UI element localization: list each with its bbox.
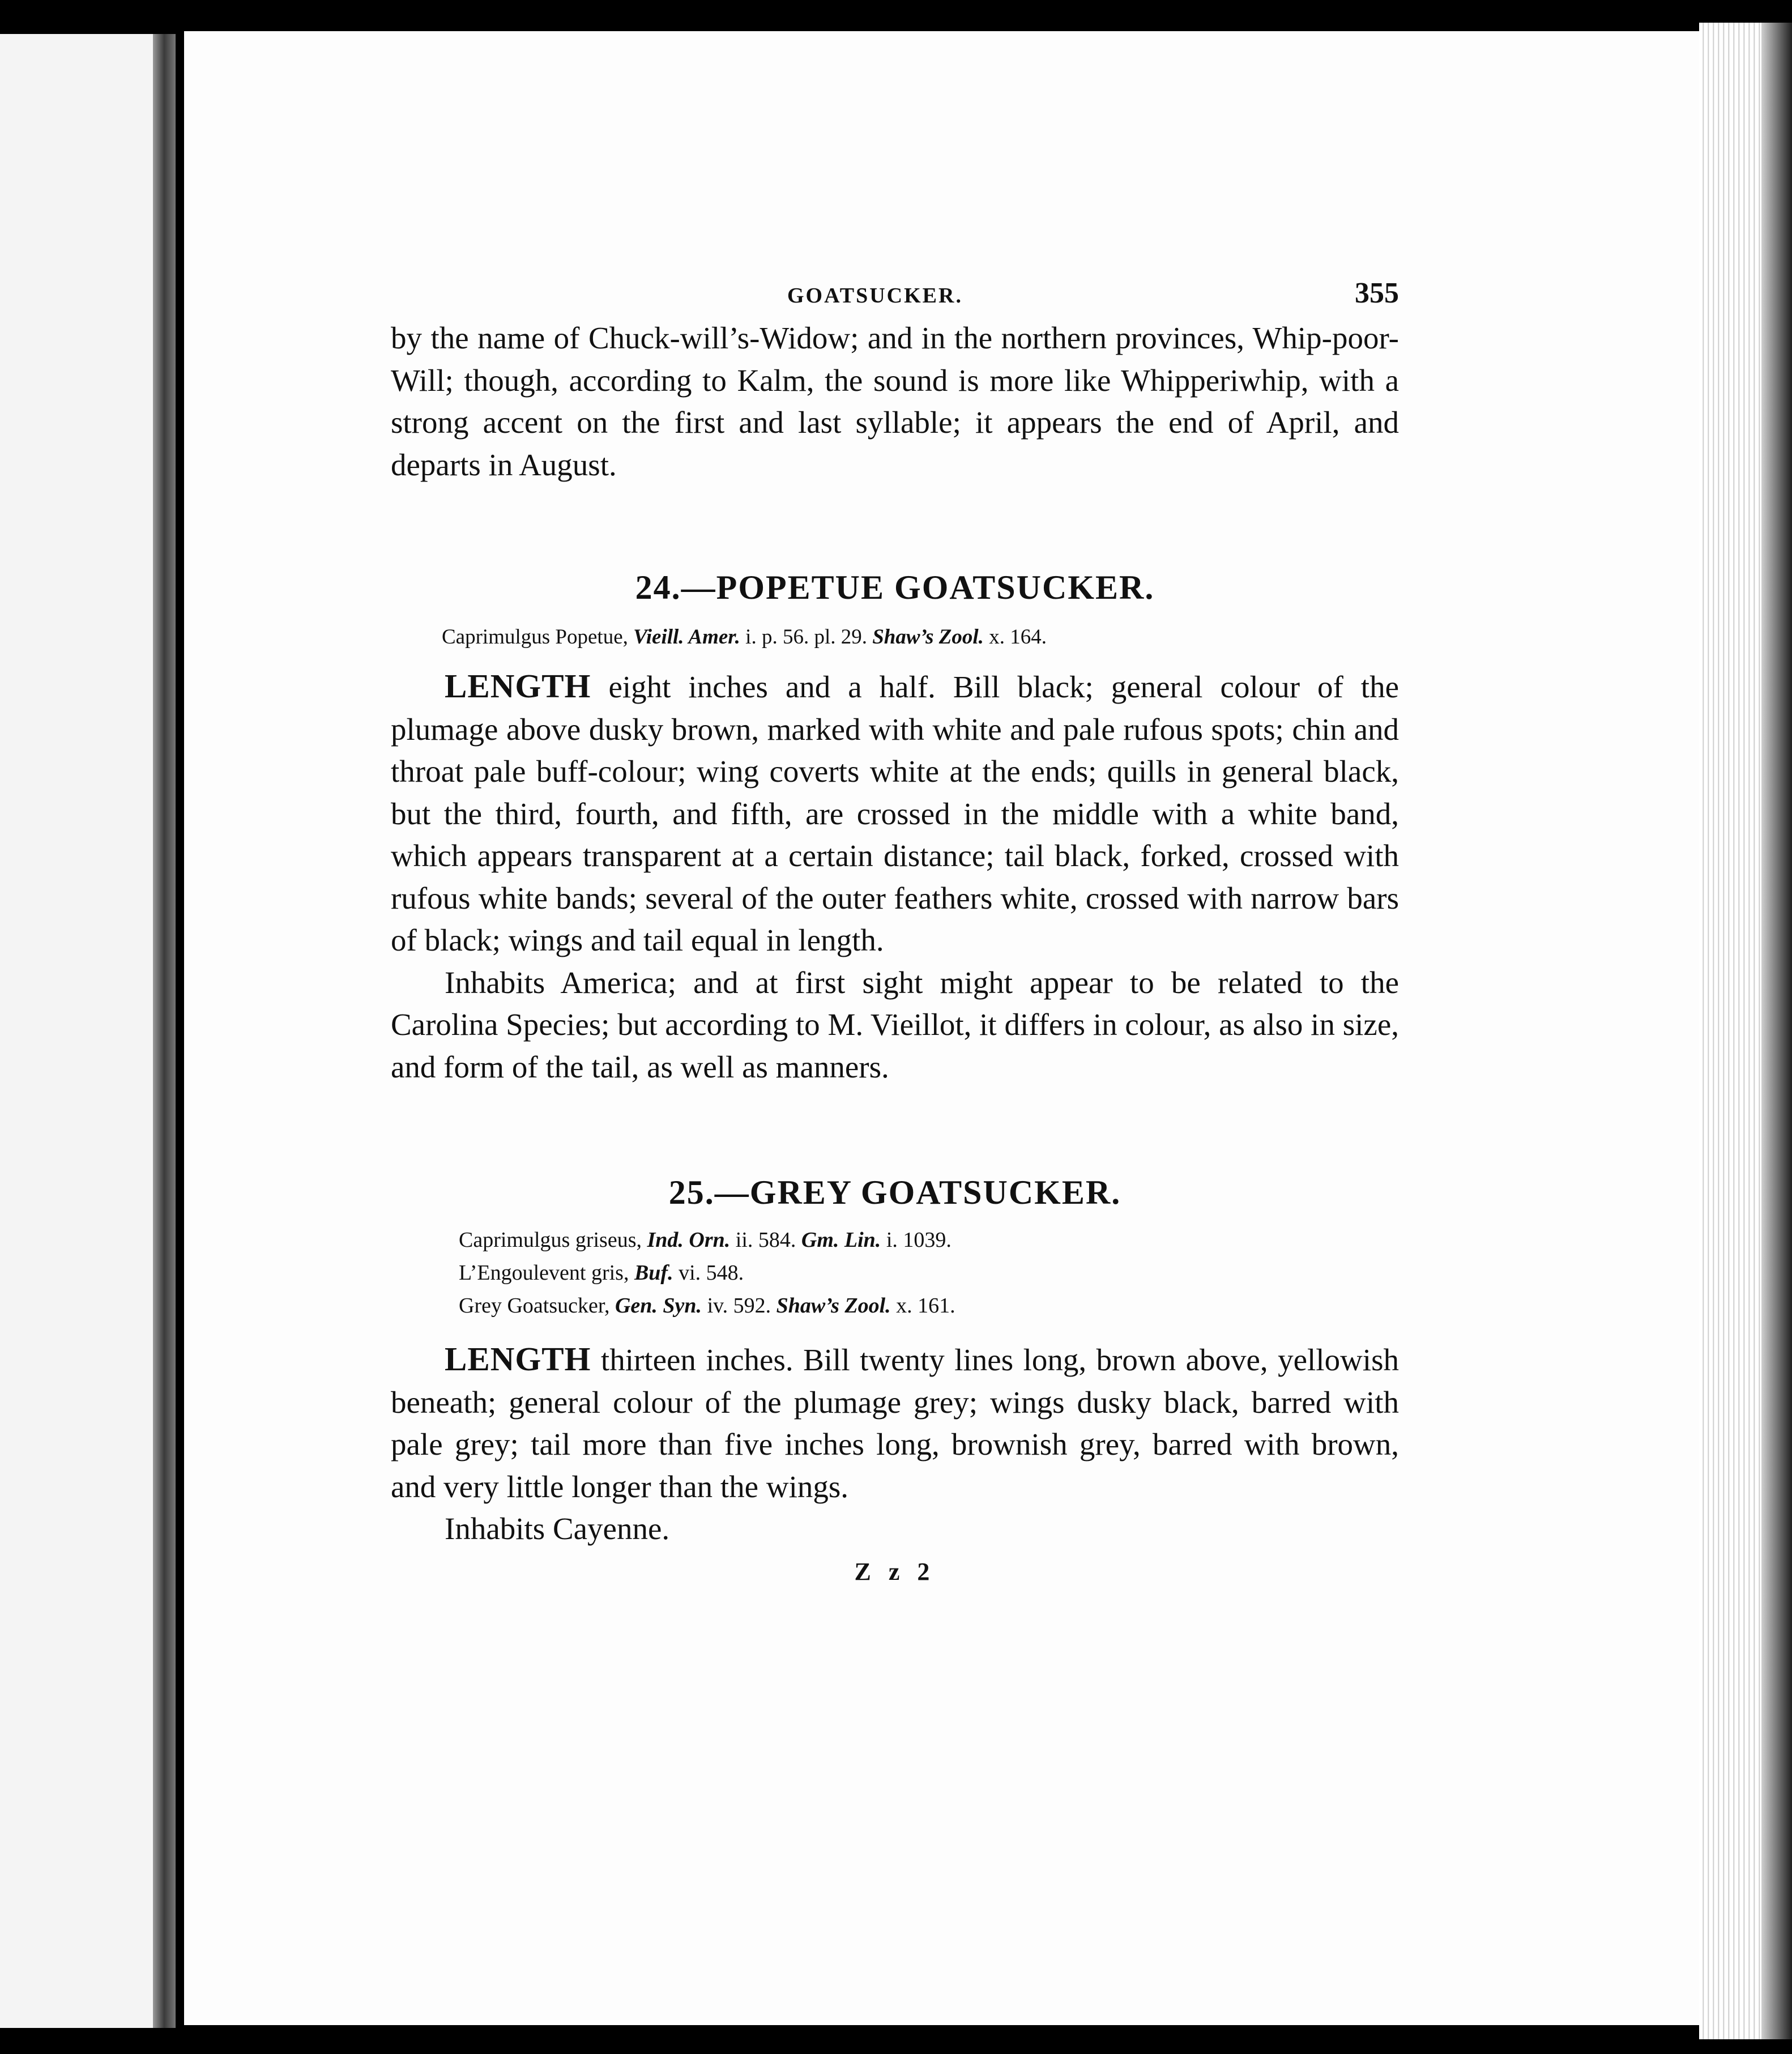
facing-page-edge: [0, 34, 156, 2028]
synonym-ref: Gm. Lin.: [801, 1228, 881, 1252]
synonym-location: ii. 584.: [735, 1228, 796, 1252]
page-stack-edges: [1699, 23, 1767, 2039]
synonym-ref: Shaw’s Zool.: [872, 625, 984, 649]
page-number: 355: [1355, 277, 1399, 309]
description-paragraph: [391, 665, 1399, 962]
description-paragraph: [391, 1338, 1399, 1508]
page-content: [391, 272, 1399, 1586]
section-title: 25.—GREY GOATSUCKER.: [668, 1174, 1121, 1211]
section-title: 24.—POPETUE GOATSUCKER.: [635, 569, 1155, 606]
synonym-line: [459, 1289, 1399, 1322]
habitat-paragraph: Inhabits Cayenne.: [445, 1511, 670, 1546]
running-head: [391, 272, 1399, 317]
synonym-name: Grey Goatsucker,: [459, 1294, 610, 1318]
synonym-location: x. 164.: [989, 625, 1047, 649]
synonym-ref: Ind. Orn.: [647, 1228, 731, 1252]
continuation-paragraph: by the name of Chuck-will’s-Widow; and in the northern provinces, Whip-poor-Will; though, according to Kalm, the sound is more like Whipperiwhip, with a strong accent on the first and last syllable; it appears the end of April, and departs in August.: [391, 321, 1399, 482]
synonym-name: Caprimulgus griseus,: [459, 1228, 642, 1252]
synonym-line: [459, 1256, 1399, 1289]
synonym-ref: Shaw’s Zool.: [776, 1294, 891, 1318]
description-text: thirteen inches. Bill twenty lines long, brown above, yellowish beneath; general colour of the plumage grey; wings dusky black, barred with pale grey; tail more than five inches long, brownish grey, barred with brown, and very little longer than the wings.: [391, 1343, 1399, 1504]
synonym-location: iv. 592.: [707, 1294, 771, 1318]
signature-mark: Z z 2: [854, 1557, 936, 1586]
description-text: eight inches and a half. Bill black; general colour of the plumage above dusky brown, marked with white and pale rufous spots; chin and throat pale buff-colour; wing coverts white at the ends; quills in general black, but the third, fourth, and fifth, are crossed in the middle with a white band, which appears transparent at a certain distance; tail black, forked, crossed with rufous white bands; several of the outer feathers white, crossed with narrow bars of black; wings and tail equal in length.: [391, 670, 1400, 957]
synonym-line: [442, 621, 1399, 654]
synonym-location: x. 161.: [896, 1294, 955, 1318]
synonym-ref: Vieill. Amer.: [633, 625, 740, 649]
book-gutter-shadow: [153, 34, 176, 2028]
synonym-line: [459, 1224, 1399, 1256]
length-lead: LENGTH: [445, 667, 591, 705]
synonym-location: i. p. 56. pl. 29.: [745, 625, 867, 649]
running-title: GOATSUCKER.: [787, 284, 963, 308]
synonym-name: L’Engoulevent gris,: [459, 1261, 629, 1285]
length-lead: LENGTH: [445, 1340, 591, 1378]
synonym-ref: Buf.: [634, 1261, 673, 1285]
synonym-name: Caprimulgus Popetue,: [442, 625, 628, 649]
habitat-paragraph: Inhabits America; and at first sight might appear to be related to the Carolina Species; but according to M. Vieillot, it differs in colour, as also in size, and form of the tail, as well as manners.: [391, 965, 1399, 1084]
synonym-location: i. 1039.: [886, 1228, 952, 1252]
synonym-ref: Gen. Syn.: [615, 1294, 702, 1318]
synonym-list: [459, 1224, 1399, 1322]
book-edge-shadow: [1761, 23, 1792, 2039]
synonym-location: vi. 548.: [679, 1261, 744, 1285]
